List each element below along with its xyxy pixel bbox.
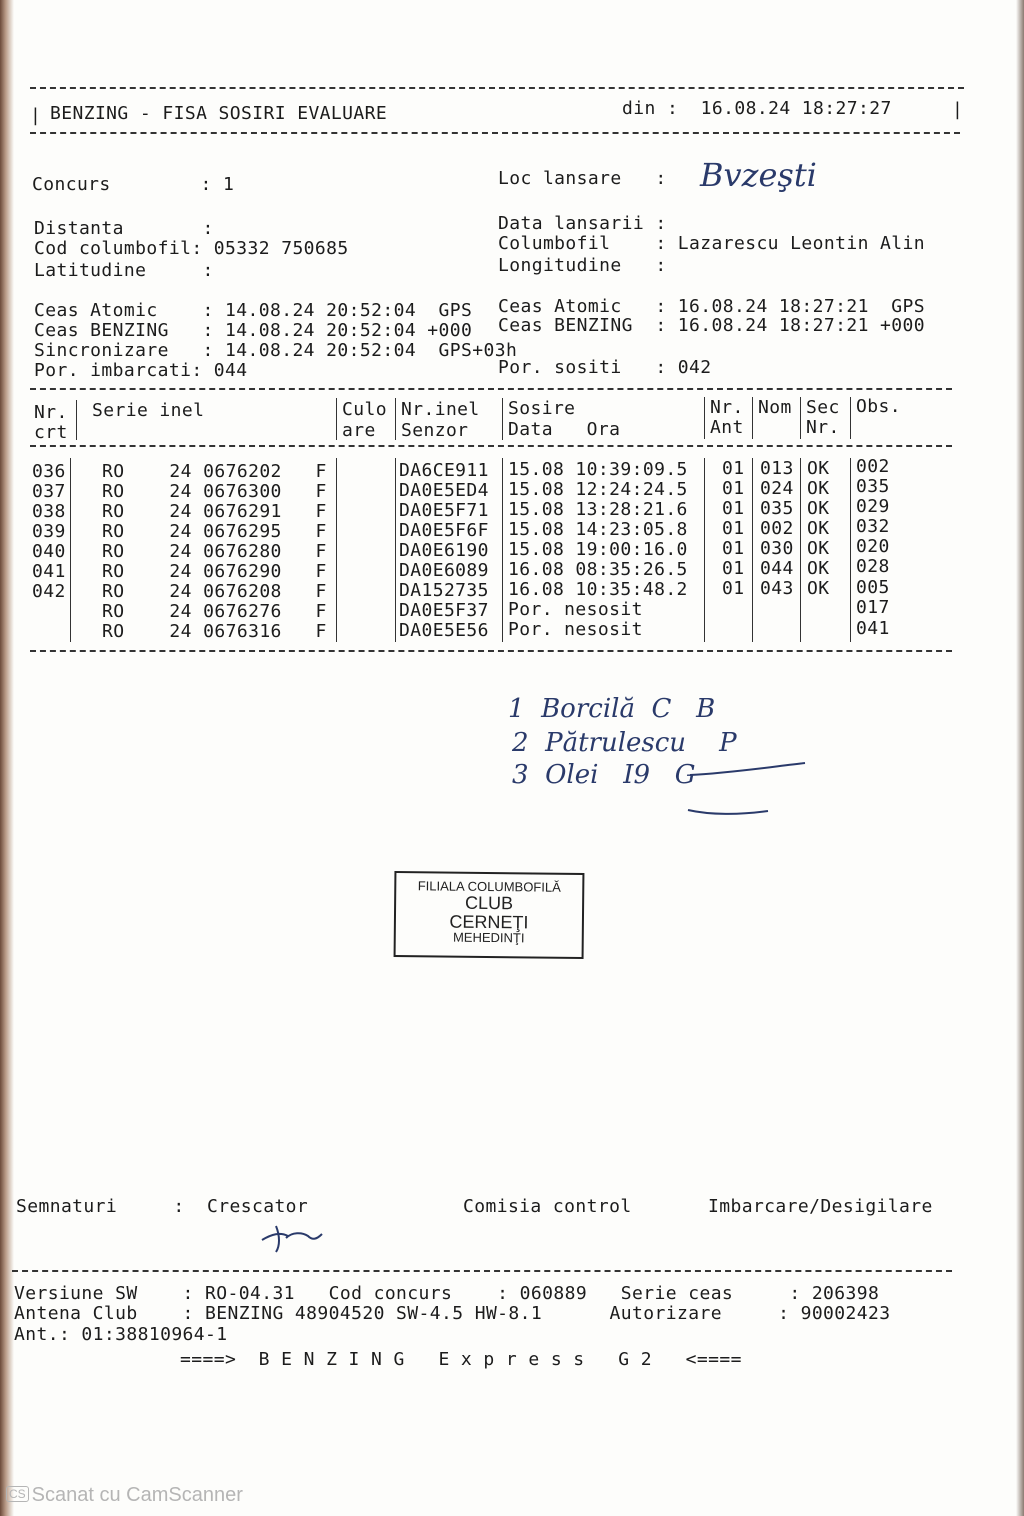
cell-sosire: 16.08 10:35:48.2 <box>508 579 688 600</box>
cell-sosire: 15.08 14:23:05.8 <box>508 519 688 540</box>
stamp-line-3: CERNEŢI <box>449 911 529 932</box>
cell-nom: 002 <box>760 518 794 539</box>
cell-ant: 01 <box>722 558 745 579</box>
cell-senzor: DA0E5ED4 <box>399 480 489 501</box>
cell-serie: RO 24 0676316 F <box>102 621 327 642</box>
header-bar-left: | <box>30 105 42 126</box>
col-sep <box>752 397 753 439</box>
longitudine-field: Longitudine : <box>498 255 667 276</box>
cell-sec: OK <box>807 518 830 539</box>
cell-nr: 037 <box>32 481 66 502</box>
cell-nr: 041 <box>32 561 66 582</box>
data-lansarii-field: Data lansarii : <box>498 213 667 234</box>
stamp-line-1: FILIALA COLUMBOFILĂ <box>417 878 561 895</box>
ceas-atomic-start: Ceas Atomic : 14.08.24 20:52:04 GPS <box>34 300 473 321</box>
cell-obs: 002 <box>856 456 890 477</box>
camscanner-text: Scanat cu CamScanner <box>31 1484 243 1506</box>
cell-obs: 020 <box>856 536 890 557</box>
divider-table-bottom <box>30 650 952 652</box>
ceas-benzing-start: Ceas BENZING : 14.08.24 20:52:04 +000 <box>34 320 473 341</box>
loc-lansare-handwritten: Bvzeşti <box>700 156 817 194</box>
latitudine-field: Latitudine : <box>34 260 214 281</box>
col-header-nrant-1: Nr. <box>710 397 744 418</box>
cod-columbofil-field: Cod columbofil: 05332 750685 <box>34 238 349 259</box>
cell-obs: 005 <box>856 577 890 598</box>
cell-nom: 024 <box>760 478 794 499</box>
cell-sosire: 15.08 19:00:16.0 <box>508 539 688 560</box>
cell-senzor: DA0E6089 <box>399 560 489 581</box>
camscanner-logo-icon: CS <box>6 1486 29 1502</box>
doc-title: BENZING - FISA SOSIRI EVALUARE <box>50 103 388 124</box>
cell-sec: OK <box>807 498 830 519</box>
cell-senzor: DA0E5E56 <box>399 620 489 641</box>
camscanner-watermark <box>6 1484 243 1507</box>
cell-sosire: Por. nesosit <box>508 599 643 620</box>
ant-line: Ant.: 01:38810964-1 <box>14 1324 228 1345</box>
cell-sosire: 15.08 13:28:21.6 <box>508 499 688 520</box>
distanta-field: Distanta : <box>34 218 214 239</box>
cell-sec: OK <box>807 478 830 499</box>
col-header-nom: Nom <box>758 397 792 418</box>
cell-ant: 01 <box>722 498 745 519</box>
cell-serie: RO 24 0676280 F <box>102 541 327 562</box>
cell-senzor: DA0E5F6F <box>399 520 489 541</box>
cell-obs: 032 <box>856 516 890 537</box>
col-sep <box>850 397 851 439</box>
cell-senzor: DA6CE911 <box>399 460 489 481</box>
col-sep <box>336 398 337 440</box>
concurs-field: Concurs : 1 <box>32 174 235 195</box>
cell-senzor: DA152735 <box>399 580 489 601</box>
columbofil-field: Columbofil : Lazarescu Leontin Alin <box>498 233 926 254</box>
col-sep <box>800 397 801 439</box>
col-header-nr: Nr. <box>34 402 68 423</box>
cell-nr: 040 <box>32 541 66 562</box>
col-header-serie: Serie inel <box>92 400 205 421</box>
cell-senzor: DA0E5F37 <box>399 600 489 621</box>
cell-nr: 039 <box>32 521 66 542</box>
col-header-are: are <box>342 420 376 441</box>
cell-nom: 013 <box>760 458 794 479</box>
col-sep <box>704 397 705 439</box>
cell-sec: OK <box>807 458 830 479</box>
cell-nr: 036 <box>32 461 66 482</box>
stamp-line-4: MEHEDINŢI <box>452 930 525 946</box>
col-header-sosire: Sosire <box>508 398 576 419</box>
col-sep <box>395 458 396 642</box>
cell-sec: OK <box>807 578 830 599</box>
semnaturi-label: Semnaturi : Crescator <box>16 1196 309 1217</box>
col-header-senzor: Senzor <box>401 420 469 441</box>
handwritten-note-3: 3 Olei I9 G <box>512 760 696 790</box>
divider-header <box>30 132 960 134</box>
col-header-dataora: Data Ora <box>508 419 621 440</box>
comisia-label: Comisia control <box>463 1196 632 1217</box>
paper-edge-left <box>0 0 14 1516</box>
cell-ant: 01 <box>722 458 745 479</box>
col-sep <box>70 458 71 642</box>
col-sep <box>752 458 753 642</box>
cell-nom: 043 <box>760 578 794 599</box>
cell-nom: 035 <box>760 498 794 519</box>
divider-footer <box>12 1270 952 1272</box>
cell-sosire: 16.08 08:35:26.5 <box>508 559 688 580</box>
cell-nr: 038 <box>32 501 66 522</box>
paper-edge-right <box>1016 0 1024 1516</box>
col-sep <box>502 398 503 440</box>
col-header-culo: Culo <box>342 399 387 420</box>
col-header-sec-1: Sec <box>806 397 840 418</box>
col-sep <box>336 458 337 642</box>
ceas-atomic-end: Ceas Atomic : 16.08.24 18:27:21 GPS <box>498 296 926 317</box>
col-sep <box>76 400 77 440</box>
cell-obs: 028 <box>856 556 890 577</box>
handwritten-note-2: 2 Pătrulescu P <box>512 728 737 758</box>
col-header-nrant-2: Ant <box>710 417 744 438</box>
cell-ant: 01 <box>722 518 745 539</box>
versiune-line: Versiune SW : RO-04.31 Cod concurs : 060889 Serie ceas : 206398 <box>14 1283 880 1304</box>
cell-ant: 01 <box>722 578 745 599</box>
cell-ant: 01 <box>722 478 745 499</box>
cell-serie: RO 24 0676295 F <box>102 521 327 542</box>
cell-serie: RO 24 0676202 F <box>102 461 327 482</box>
col-sep <box>800 458 801 642</box>
col-header-obs: Obs. <box>856 396 901 417</box>
club-stamp <box>394 871 585 959</box>
doc-date: din : 16.08.24 18:27:27 <box>622 98 892 119</box>
cell-senzor: DA0E6190 <box>399 540 489 561</box>
cell-sosire: 15.08 10:39:09.5 <box>508 459 688 480</box>
cell-sec: OK <box>807 538 830 559</box>
antena-line: Antena Club : BENZING 48904520 SW-4.5 HW-8.1 Autorizare : 90002423 <box>14 1303 891 1324</box>
benzing-express-line: ====> B E N Z I N G E x p r e s s G 2 <==== <box>180 1349 742 1370</box>
cell-sosire: Por. nesosit <box>508 619 643 640</box>
cell-serie: RO 24 0676291 F <box>102 501 327 522</box>
divider-table-header <box>30 445 952 447</box>
crescator-signature <box>258 1222 328 1256</box>
cell-obs: 017 <box>856 597 890 618</box>
handwritten-note-1: 1 Borcilă C B <box>508 694 716 724</box>
cell-serie: RO 24 0676276 F <box>102 601 327 622</box>
cell-obs: 029 <box>856 496 890 517</box>
ceas-benzing-end: Ceas BENZING : 16.08.24 18:27:21 +000 <box>498 315 926 336</box>
col-sep <box>502 458 503 642</box>
col-header-crt: crt <box>34 422 68 443</box>
cell-nom: 030 <box>760 538 794 559</box>
col-header-sec-2: Nr. <box>806 417 840 438</box>
col-sep <box>850 458 851 642</box>
por-imbarcati-field: Por. imbarcati: 044 <box>34 360 248 381</box>
loc-lansare-label: Loc lansare : <box>498 168 667 189</box>
cell-ant: 01 <box>722 538 745 559</box>
cell-senzor: DA0E5F71 <box>399 500 489 521</box>
col-header-nrinel: Nr.inel <box>401 399 480 420</box>
cell-serie: RO 24 0676208 F <box>102 581 327 602</box>
col-sep <box>704 458 705 642</box>
cell-obs: 035 <box>856 476 890 497</box>
col-sep <box>395 398 396 440</box>
handwritten-strokes <box>680 755 820 825</box>
divider-table-top <box>30 388 952 390</box>
por-sositi-field: Por. sositi : 042 <box>498 357 712 378</box>
cell-serie: RO 24 0676300 F <box>102 481 327 502</box>
imbarcare-label: Imbarcare/Desigilare <box>708 1196 933 1217</box>
cell-sec: OK <box>807 558 830 579</box>
cell-nr: 042 <box>32 581 66 602</box>
cell-obs: 041 <box>856 618 890 639</box>
stamp-line-2: CLUB <box>465 892 514 913</box>
cell-nom: 044 <box>760 558 794 579</box>
header-bar-right: | <box>952 99 964 120</box>
cell-serie: RO 24 0676290 F <box>102 561 327 582</box>
cell-sosire: 15.08 12:24:24.5 <box>508 479 688 500</box>
sincronizare-field: Sincronizare : 14.08.24 20:52:04 GPS+03h <box>34 340 518 361</box>
divider-top <box>30 87 964 89</box>
